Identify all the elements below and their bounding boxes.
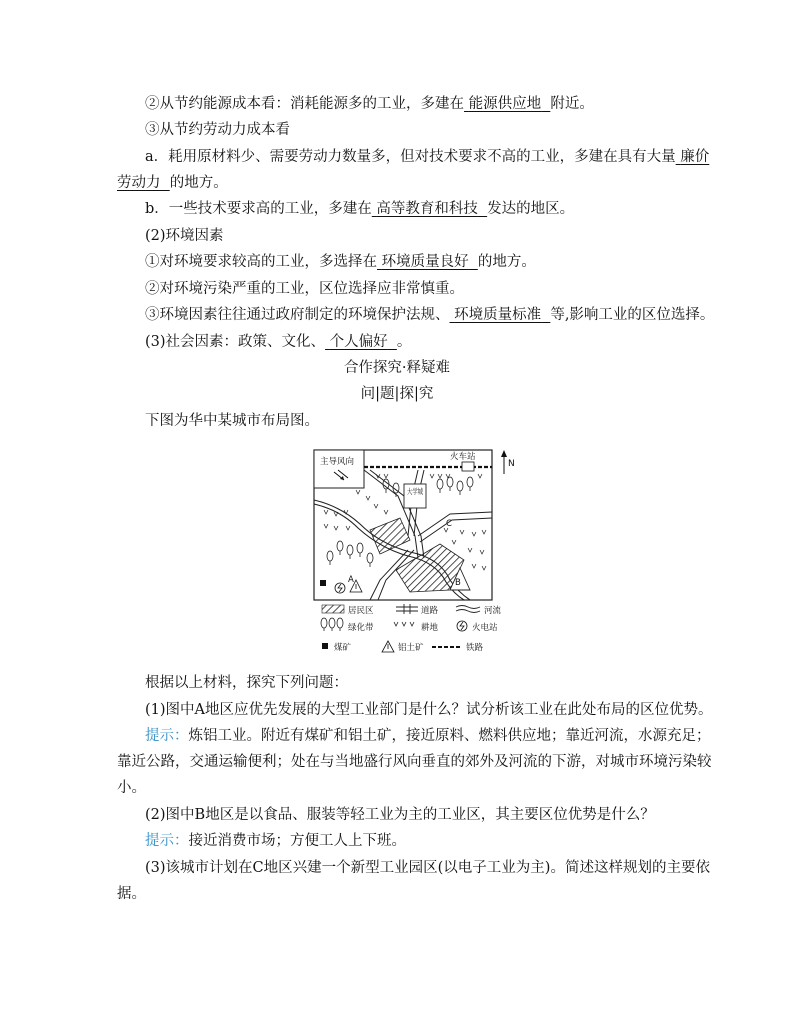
legend-farmland-swatch xyxy=(394,622,414,626)
legend-river: 河流 xyxy=(484,606,502,616)
text-line: ③环境因素往往通过政府制定的环境保护法规、 环境质量标准 等,影响工业的区位选择。 xyxy=(145,307,715,323)
legend-residential: 居民区 xyxy=(348,606,374,616)
text-line: ①对环境要求较高的工业，多选择在 环境质量良好 的地方。 xyxy=(145,254,536,270)
label-c: C xyxy=(446,519,452,529)
answer-blank: 高等教育和科技 xyxy=(376,201,478,217)
legend-residential-swatch xyxy=(322,605,344,613)
text-line: ②从节约能源成本看：消耗能源多的工业，多建在 能源供应地 附近。 xyxy=(145,96,594,112)
north-label: N xyxy=(508,459,515,469)
question-3: (3)该城市计划在C地区兴建一个新型工业园区(以电子工业为主)。简述这样规划的主要依 xyxy=(145,860,710,876)
legend-road-swatch xyxy=(396,604,418,614)
legend-power-plant-icon xyxy=(457,621,467,631)
text-line: ③从节约劳动力成本看 xyxy=(145,122,290,138)
text-line: (3)社会因素：政策、文化、 个人偏好 。 xyxy=(145,334,412,350)
university-label: 大学城 xyxy=(407,487,430,496)
legend-greenbelt-swatch xyxy=(321,618,343,631)
section-title: 合作探究·释疑难 xyxy=(343,360,451,376)
hint-label: 提示： xyxy=(145,728,189,744)
answer-1-line: 提示：炼铝工业。附近有煤矿和铝土矿，接近原料、燃料供应地；靠近河流，水源充足； xyxy=(145,728,711,744)
map-legend xyxy=(321,604,502,633)
train-station-icon xyxy=(462,462,474,471)
question-3: 据。 xyxy=(117,886,146,902)
legend-river-swatch xyxy=(456,606,480,613)
answer-blank: 环境质量良好 xyxy=(381,254,469,270)
legend-greenbelt: 绿化带 xyxy=(348,623,374,633)
wind-box xyxy=(314,450,364,488)
text-line: a．耗用原材料少、需要劳动力数量多，但对技术要求不高的工业，多建在具有大量 廉价 xyxy=(145,149,710,165)
legend-farmland: 耕地 xyxy=(421,623,439,633)
legend-coal-mine-icon xyxy=(322,643,328,649)
answer-blank: 劳动力 xyxy=(117,175,161,191)
answer-blank: 能源供应地 xyxy=(468,96,542,112)
city-layout-map xyxy=(300,440,530,640)
answer-1-line: 靠近公路，交通运输便利；处在与当地盛行风向垂直的郊外及河流的下游，对城市环境污染较 xyxy=(117,754,712,770)
label-b: B xyxy=(455,578,461,588)
legend-bauxite: 铝土矿 xyxy=(398,643,424,653)
station-label: 火车站 xyxy=(450,452,476,462)
text-line: 根据以上材料，探究下列问题： xyxy=(145,675,348,691)
section-subtitle: 问|题|探|究 xyxy=(360,386,434,402)
answer-2-line: 提示：接近消费市场；方便工人上下班。 xyxy=(145,833,406,849)
answer-blank: 个人偏好 xyxy=(329,334,388,350)
answer-1-line: 小。 xyxy=(117,780,146,796)
answer-blank: 环境质量标准 xyxy=(454,307,542,323)
north-arrow-icon xyxy=(501,450,507,474)
legend-coal-mine: 煤矿 xyxy=(334,643,352,653)
label-a: A xyxy=(348,575,354,585)
coal-mine-icon xyxy=(320,580,326,586)
question-1: (1)图中A地区应优先发展的大型工业部门是什么？试分析该工业在此处布局的区位优势。 xyxy=(145,702,713,718)
question-2: (2)图中B地区是以食品、服装等轻工业为主的工业区，其主要区位优势是什么？ xyxy=(145,807,655,823)
text-line: b．一些技术要求高的工业，多建在 高等教育和科技 发达的地区。 xyxy=(145,201,575,217)
legend-row-3 xyxy=(300,640,530,654)
text-line: 劳动力 的地方。 xyxy=(117,175,228,191)
power-plant-icon xyxy=(335,583,345,593)
legend-road: 道路 xyxy=(421,606,439,616)
text-line: ②对环境污染严重的工业，区位选择应非常慎重。 xyxy=(145,281,464,297)
hint-label: 提示： xyxy=(145,833,189,849)
text-line: (2)环境因素 xyxy=(145,228,224,244)
answer-blank: 廉价 xyxy=(680,149,710,165)
wind-label: 主导风向 xyxy=(320,457,355,467)
text-line: 下图为华中某城市布局图。 xyxy=(145,413,319,429)
legend-power-plant: 火电站 xyxy=(472,623,498,633)
legend-bauxite-icon xyxy=(382,641,394,652)
legend-railway: 铁路 xyxy=(466,643,484,653)
